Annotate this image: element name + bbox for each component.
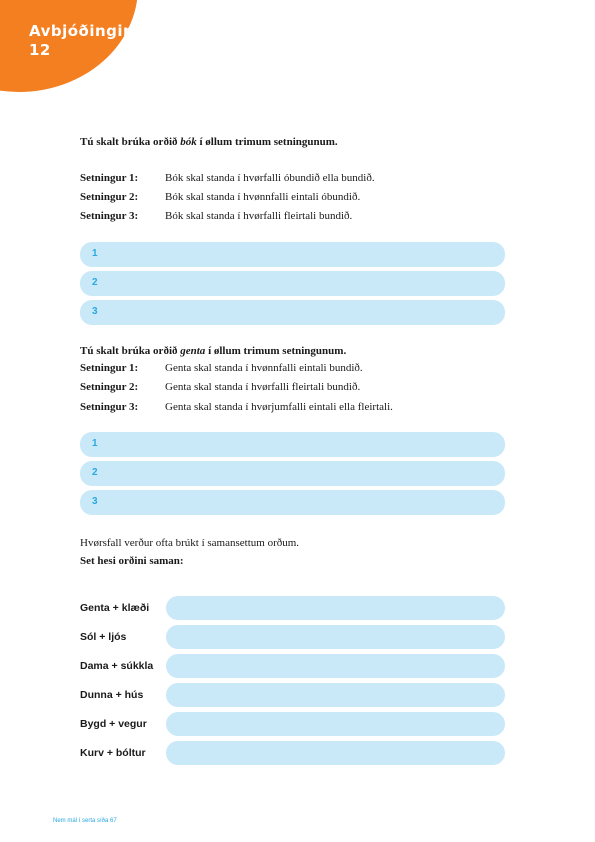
task1-answer-field-3[interactable]	[80, 300, 505, 325]
compound-answer-field-2[interactable]	[166, 625, 505, 649]
answer-number: 3	[92, 306, 98, 317]
task1-sentence2-label: Setningur 2:	[80, 191, 139, 203]
task1-answer-field-1[interactable]	[80, 242, 505, 267]
task2-answer-field-2[interactable]	[80, 461, 505, 486]
task2-sentence1-label: Setningur 1:	[80, 362, 139, 374]
compound-label-4: Dunna + hús	[80, 689, 144, 701]
task2-sentence3-label: Setningur 3:	[80, 401, 139, 413]
exercise-title	[29, 22, 134, 60]
compound-label-5: Bygd + vegur	[80, 718, 147, 730]
task2-instruction-a: Tú skalt brúka orðið	[80, 345, 181, 357]
footer-reference: Nem mál í serta síða 67	[53, 818, 117, 824]
compound-label-1: Genta + klæði	[80, 602, 150, 614]
answer-number: 3	[92, 496, 98, 507]
answer-number: 1	[92, 438, 98, 449]
exercise-title-name: Avbjóðingin	[29, 22, 135, 40]
answer-number: 2	[92, 277, 98, 288]
task2-answer-field-1[interactable]	[80, 432, 505, 457]
compound-answer-field-3[interactable]	[166, 654, 505, 678]
task2-sentence3-text: Genta skal standa í hvørjumfalli eintali ella fleirtali.	[165, 401, 393, 413]
task1-instruction-word: bók	[180, 136, 197, 148]
compound-answer-field-4[interactable]	[166, 683, 505, 707]
compound-answer-field-1[interactable]	[166, 596, 505, 620]
task1-instruction	[80, 135, 338, 149]
task1-answer-field-2[interactable]	[80, 271, 505, 296]
compound-label-2: Sól + ljós	[80, 631, 127, 643]
task2-sentence2-label: Setningur 2:	[80, 381, 139, 393]
task1-instruction-a: Tú skalt brúka orðið	[80, 136, 181, 148]
task1-sentence1-text: Bók skal standa í hvørfalli óbundið ella bundið.	[165, 172, 375, 184]
task2-sentence1-text: Genta skal standa í hvønnfalli eintali bundið.	[165, 362, 363, 374]
compound-answer-field-5[interactable]	[166, 712, 505, 736]
task1-sentence1-label: Setningur 1:	[80, 172, 139, 184]
task3-intro: Hvørsfall verður ofta brúkt í samansettum orðum.	[80, 537, 300, 549]
task1-instruction-b: í øllum trimum setningunum.	[196, 136, 338, 148]
answer-number: 2	[92, 467, 98, 478]
task2-answer-field-3[interactable]	[80, 490, 505, 515]
exercise-number: 12	[29, 41, 51, 59]
task3-instruction: Set hesi orðini saman:	[80, 555, 184, 567]
compound-answer-field-6[interactable]	[166, 741, 505, 765]
task2-instruction	[80, 344, 346, 358]
task1-sentence2-text: Bók skal standa í hvønnfalli eintali óbundið.	[165, 191, 361, 203]
task1-sentence3-label: Setningur 3:	[80, 210, 139, 222]
task2-instruction-b: í øllum trimum setningunum.	[205, 345, 347, 357]
task2-sentence2-text: Genta skal standa í hvørfalli fleirtali bundið.	[165, 381, 361, 393]
answer-number: 1	[92, 248, 98, 259]
compound-label-6: Kurv + bóltur	[80, 747, 146, 759]
task1-sentence3-text: Bók skal standa í hvørfalli fleirtali bundið.	[165, 210, 353, 222]
compound-label-3: Dama + súkkla	[80, 660, 154, 672]
task2-instruction-word: genta	[180, 345, 206, 357]
